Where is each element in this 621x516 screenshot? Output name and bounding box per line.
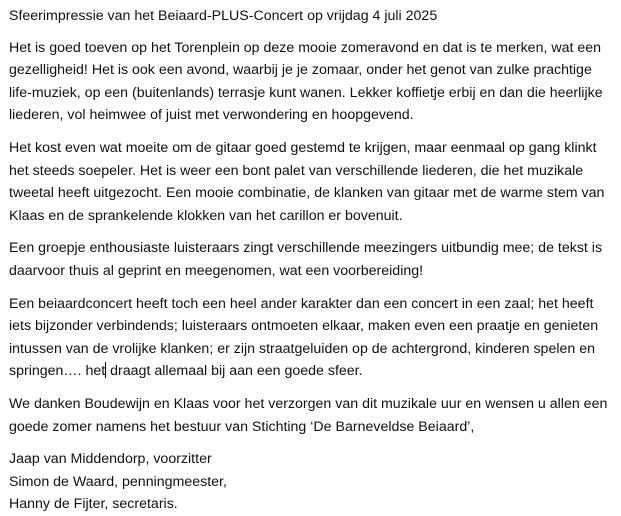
paragraph-meezingers: Een groepje enthousiaste luisteraars zingt verschillende meezingers uitbundig mee; de tekst is daarvoor thuis al geprint en meegenomen, wat een voorbereiding! xyxy=(9,240,603,279)
paragraph-beiaardconcert-text-after-caret: draagt allemaal bij aan een goede sfeer. xyxy=(106,363,363,380)
document-body[interactable] xyxy=(9,5,615,516)
document-title: Sfeerimpressie van het Beiaard-PLUS-Concert op vrijdag 4 juli 2025 xyxy=(9,8,438,24)
signature-block xyxy=(9,448,615,516)
signature-secretaris: Hanny de Fijter, secretaris. xyxy=(9,496,178,513)
signature-voorzitter: Jaap van Middendorp, voorzitter xyxy=(9,451,212,468)
closing-paragraph: We danken Boudewijn en Klaas voor het verzorgen van dit muzikale uur en wensen u allen een goede zomer namens het bestuur van Stichting ‘De Barneveldse Beiaard’, xyxy=(9,395,608,435)
paragraph-gitaar: Het kost even wat moeite om de gitaar goed gestemd te krijgen, maar eenmaal op gang klinkt het steeds soepeler. Het is weer een bont palet van verschillende liederen, die het muzikale tweetal heeft uitgezocht. Een mooie combinatie, de klanken van gitaar met de warme stem van Klaas en de sprankelende klokken van het carillon er bovenuit. xyxy=(9,139,605,224)
paragraph-beiaardconcert-text-before-caret: Een beiaardconcert heeft toch een heel ander karakter dan een concert in een zaal; het heeft iets bijzonder verbindends; luisteraars ontmoeten elkaar, maken even een praatje en genieten intussen van de vrolijke klanken; er zijn straatgeluiden op de achtergrond, kinderen spelen en springen…. het xyxy=(9,295,599,380)
paragraph-beiaardconcert xyxy=(9,293,615,383)
paragraph-torenplein: Het is goed toeven op het Torenplein op deze mooie zomeravond en dat is te merken, wat een gezelligheid! Het is ook een avond, waarbij je je zomaar, onder het genot van zulke prachtige life-muziek, op een (buitenlands) terrasje kunt wanen. Lekker koffietje erbij en dan die heerlijke liederen, vol heimwee of juist met verwondering en hoopgevend. xyxy=(9,39,603,124)
signature-penningmeester: Simon de Waard, penningmeester, xyxy=(9,473,227,490)
